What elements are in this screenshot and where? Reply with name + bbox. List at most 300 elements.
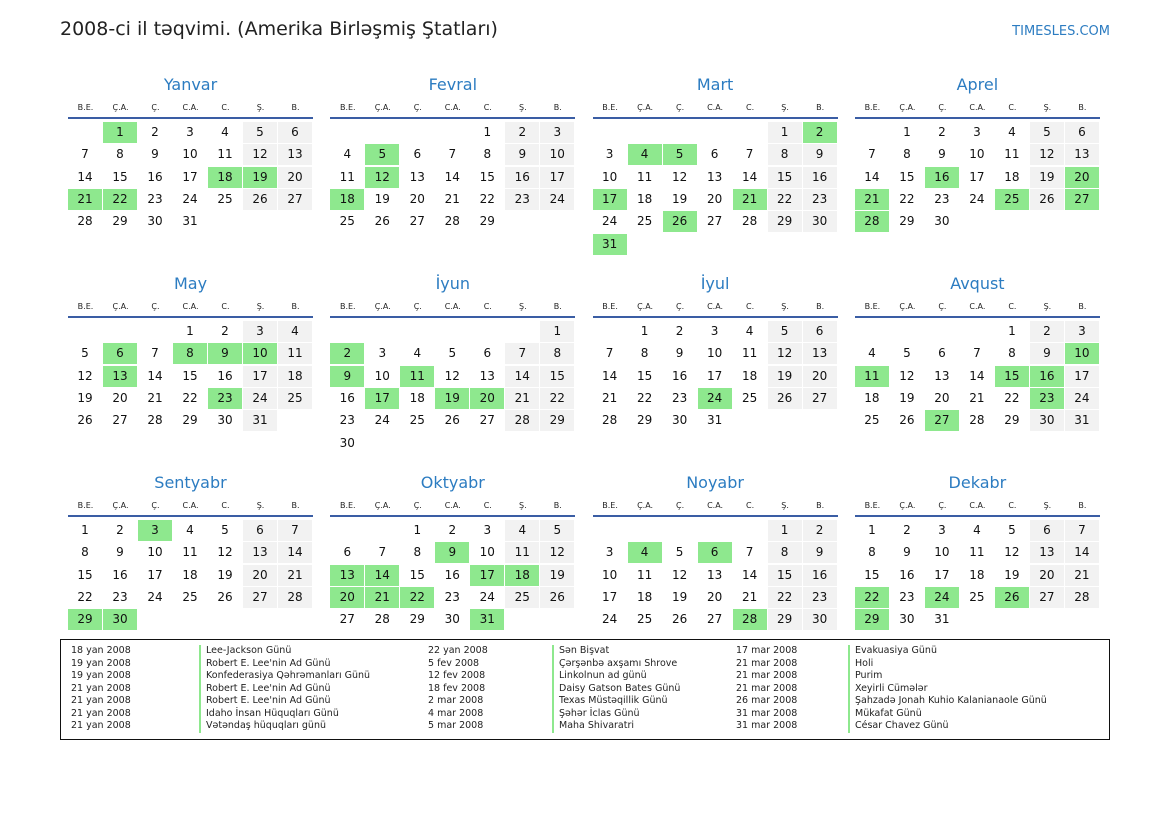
holiday-day-cell: 23 xyxy=(208,388,242,409)
day-cell: 23 xyxy=(934,191,950,206)
day-cell: 2 xyxy=(938,125,946,139)
day-cell: 20 xyxy=(706,589,723,604)
holiday-day-cell: 2 xyxy=(330,343,364,364)
day-cell: 15 xyxy=(899,169,915,184)
day-cell: 6 xyxy=(413,147,422,162)
holiday-day-cell: 5 xyxy=(365,144,399,165)
day-cell: 3 xyxy=(1065,321,1099,342)
month-block xyxy=(68,472,313,653)
day-cell: 21 xyxy=(147,390,163,405)
weekday-label: Ç. xyxy=(151,103,160,112)
day-cell: 24 xyxy=(969,191,985,206)
weekday-label: C. xyxy=(746,501,755,510)
weekday-label: C.A. xyxy=(969,302,986,311)
holiday-name: Robert E. Lee'nin Ad Günü xyxy=(206,657,331,669)
weekday-label: Ç. xyxy=(676,103,685,112)
day-cell: 30 xyxy=(671,413,688,428)
holiday-name: Çərşənbə axşamı Shrove xyxy=(559,657,678,669)
day-grid xyxy=(593,119,838,255)
day-cell: 15 xyxy=(479,169,495,184)
day-cell: 2 xyxy=(448,523,457,537)
day-cell: 1 xyxy=(768,520,802,541)
day-cell: 26 xyxy=(444,413,460,428)
weekday-label: Ş. xyxy=(781,302,789,311)
day-cell: 17 xyxy=(934,567,950,582)
weekday-label: Ç. xyxy=(413,103,422,112)
day-cell: 26 xyxy=(1030,189,1064,210)
holiday-day-cell: 4 xyxy=(628,542,662,563)
day-cell: 9 xyxy=(116,545,124,560)
day-cell: 1 xyxy=(640,324,649,338)
day-cell: 1 xyxy=(868,523,876,537)
holiday-day-cell: 3 xyxy=(138,520,172,541)
day-cell: 19 xyxy=(217,567,233,582)
day-cell: 6 xyxy=(1030,520,1064,541)
day-cell: 13 xyxy=(706,567,723,582)
day-cell: 3 xyxy=(973,125,981,139)
day-cell: 2 xyxy=(1030,321,1064,342)
month-name: May xyxy=(173,274,208,293)
holiday-day-cell: 24 xyxy=(925,587,959,608)
holiday-dates-column xyxy=(71,645,131,733)
day-cell: 23 xyxy=(339,413,355,428)
weekday-label: C.A. xyxy=(707,302,724,311)
day-cell: 31 xyxy=(1065,410,1099,431)
day-cell: 9 xyxy=(151,147,159,162)
day-cell: 7 xyxy=(448,147,457,162)
day-cell: 3 xyxy=(605,147,614,162)
weekday-label: Ş. xyxy=(781,103,789,112)
day-cell: 9 xyxy=(938,147,946,162)
month-block xyxy=(593,273,838,454)
holiday-name: Sən Bişvat xyxy=(559,645,610,656)
day-cell: 20 xyxy=(1030,565,1064,586)
month-block xyxy=(68,74,313,255)
day-cell: 16 xyxy=(339,390,355,405)
holiday-name: Şəhər İclas Günü xyxy=(559,707,640,719)
day-cell: 2 xyxy=(803,520,837,541)
day-cell: 11 xyxy=(741,346,758,361)
day-cell: 23 xyxy=(803,587,837,608)
weekday-header xyxy=(330,497,575,515)
day-cell: 9 xyxy=(675,346,684,361)
day-cell: 14 xyxy=(969,368,985,383)
holiday-day-cell: 11 xyxy=(855,366,889,387)
day-cell: 29 xyxy=(768,211,802,232)
weekday-label: Ş. xyxy=(518,103,527,112)
day-cell: 15 xyxy=(112,169,128,184)
weekday-label: B.E. xyxy=(864,302,881,311)
day-cell: 31 xyxy=(934,612,950,627)
day-cell: 17 xyxy=(147,567,163,582)
day-cell: 6 xyxy=(1065,122,1099,143)
day-cell: 10 xyxy=(601,169,618,184)
day-grid xyxy=(855,119,1100,255)
day-cell: 15 xyxy=(864,567,880,582)
month-name: Aprel xyxy=(956,75,999,94)
day-cell: 11 xyxy=(636,567,653,582)
day-cell: 17 xyxy=(182,169,198,184)
day-cell: 28 xyxy=(278,587,312,608)
day-cell: 6 xyxy=(243,520,277,541)
day-cell: 18 xyxy=(409,390,425,405)
holiday-name: Holi xyxy=(855,657,874,669)
weekday-label: B.E. xyxy=(77,501,94,510)
day-cell: 29 xyxy=(899,214,915,229)
day-cell: 7 xyxy=(505,343,539,364)
day-cell: 16 xyxy=(217,368,233,383)
holiday-dates-column xyxy=(428,645,488,733)
holiday-day-cell: 14 xyxy=(365,565,399,586)
day-cell: 13 xyxy=(243,542,277,563)
weekday-label: C. xyxy=(483,103,492,112)
day-cell: 1 xyxy=(1008,324,1016,338)
day-cell: 20 xyxy=(112,390,128,405)
day-cell: 4 xyxy=(745,324,754,338)
weekday-header xyxy=(593,497,838,515)
holiday-name: Idaho İnsan Hüquqları Günü xyxy=(206,707,339,719)
weekday-label: Ç.A. xyxy=(112,501,129,510)
day-grid xyxy=(855,318,1100,454)
day-cell: 19 xyxy=(899,390,915,405)
day-cell: 30 xyxy=(339,435,355,450)
day-cell: 18 xyxy=(969,567,985,582)
day-cell: 26 xyxy=(374,214,390,229)
month-name: Dekabr xyxy=(948,473,1007,492)
calendar-grid xyxy=(68,74,1102,634)
holiday-name: Robert E. Lee'nin Ad Günü xyxy=(206,682,331,694)
holiday-name: Robert E. Lee'nin Ad Günü xyxy=(206,695,331,706)
day-cell: 22 xyxy=(768,587,802,608)
day-cell: 30 xyxy=(1030,410,1064,431)
day-cell: 12 xyxy=(77,368,93,383)
day-cell: 20 xyxy=(706,191,723,206)
day-cell: 25 xyxy=(182,589,198,604)
weekday-label: C. xyxy=(1008,103,1017,112)
holiday-day-cell: 21 xyxy=(365,587,399,608)
day-cell: 28 xyxy=(77,214,93,229)
day-cell: 19 xyxy=(540,565,574,586)
holiday-names-column xyxy=(199,645,370,733)
day-cell: 8 xyxy=(1008,346,1016,361)
month-name: Fevral xyxy=(428,75,478,94)
day-cell: 18 xyxy=(182,567,198,582)
day-cell: 21 xyxy=(505,388,539,409)
day-cell: 3 xyxy=(378,346,387,361)
day-cell: 28 xyxy=(444,214,460,229)
day-cell: 19 xyxy=(671,589,688,604)
month-name: Yanvar xyxy=(163,75,218,94)
holiday-day-cell: 10 xyxy=(1065,343,1099,364)
holiday-day-cell: 13 xyxy=(330,565,364,586)
weekday-header xyxy=(855,298,1100,316)
weekday-label: C. xyxy=(221,103,230,112)
day-grid xyxy=(330,119,575,255)
holiday-name: César Chavez Günü xyxy=(855,720,949,731)
weekday-label: B.E. xyxy=(339,501,356,510)
day-cell: 5 xyxy=(1030,122,1064,143)
day-cell: 15 xyxy=(636,368,653,383)
day-cell: 28 xyxy=(969,413,985,428)
day-cell: 18 xyxy=(636,191,653,206)
month-name: Avqust xyxy=(950,274,1005,293)
day-cell: 24 xyxy=(374,413,390,428)
day-cell: 2 xyxy=(151,125,159,139)
day-cell: 11 xyxy=(339,169,355,184)
day-cell: 27 xyxy=(243,587,277,608)
weekday-label: Ç. xyxy=(151,501,160,510)
day-cell: 19 xyxy=(374,191,390,206)
day-cell: 9 xyxy=(903,545,911,560)
day-cell: 22 xyxy=(899,191,915,206)
weekday-label: C. xyxy=(483,302,492,311)
holiday-day-cell: 13 xyxy=(103,366,137,387)
month-name: Oktyabr xyxy=(420,473,485,492)
day-cell: 29 xyxy=(112,214,128,229)
day-cell: 17 xyxy=(706,368,723,383)
day-cell: 10 xyxy=(706,346,723,361)
holiday-day-cell: 18 xyxy=(330,189,364,210)
holiday-date: 21 mar 2008 xyxy=(736,670,798,681)
day-cell: 25 xyxy=(864,413,880,428)
day-grid xyxy=(330,318,575,454)
weekday-label: Ç.A. xyxy=(899,103,916,112)
weekday-label: Ç.A. xyxy=(899,501,916,510)
day-cell: 7 xyxy=(1065,520,1099,541)
holiday-name: Konfederasiya Qəhrəmanları Günü xyxy=(206,670,371,681)
day-cell: 28 xyxy=(505,410,539,431)
weekday-header xyxy=(330,99,575,117)
day-cell: 14 xyxy=(741,169,758,184)
page-title: 2008-ci il təqvimi. (Amerika Birləşmiş Ştatları) xyxy=(60,18,498,40)
day-cell: 6 xyxy=(278,122,312,143)
day-cell: 25 xyxy=(409,413,425,428)
holiday-date: 2 mar 2008 xyxy=(428,695,484,706)
weekday-label: Ç.A. xyxy=(637,302,654,311)
day-cell: 17 xyxy=(601,589,618,604)
day-cell: 19 xyxy=(671,191,688,206)
day-cell: 11 xyxy=(217,147,233,162)
day-cell: 27 xyxy=(706,214,723,229)
day-cell: 13 xyxy=(479,368,495,383)
day-cell: 17 xyxy=(969,169,985,184)
weekday-label: B. xyxy=(291,501,300,510)
day-grid xyxy=(855,517,1100,653)
day-grid xyxy=(68,517,313,653)
day-cell: 11 xyxy=(182,545,198,560)
day-cell: 29 xyxy=(182,413,198,428)
holiday-day-cell: 21 xyxy=(855,189,889,210)
day-cell: 8 xyxy=(116,147,124,162)
day-cell: 27 xyxy=(706,612,723,627)
day-cell: 26 xyxy=(768,388,802,409)
day-cell: 21 xyxy=(444,191,460,206)
day-cell: 22 xyxy=(636,390,653,405)
day-cell: 8 xyxy=(768,144,802,165)
day-grid xyxy=(68,318,313,454)
holiday-day-cell: 16 xyxy=(925,167,959,188)
weekday-header xyxy=(593,298,838,316)
day-cell: 30 xyxy=(803,211,837,232)
day-cell: 14 xyxy=(147,368,163,383)
day-cell: 21 xyxy=(1065,565,1099,586)
day-cell: 28 xyxy=(147,413,163,428)
day-cell: 4 xyxy=(221,125,229,139)
holiday-date: 21 yan 2008 xyxy=(71,720,131,731)
weekday-label: C. xyxy=(483,501,492,510)
day-cell: 3 xyxy=(483,523,492,537)
day-cell: 8 xyxy=(81,545,89,560)
day-grid xyxy=(330,517,575,653)
day-cell: 26 xyxy=(671,612,688,627)
holiday-day-cell: 17 xyxy=(470,565,504,586)
weekday-label: C. xyxy=(1008,302,1017,311)
day-cell: 4 xyxy=(413,346,422,361)
day-cell: 4 xyxy=(186,523,194,537)
holiday-date: 21 yan 2008 xyxy=(71,695,131,706)
day-cell: 12 xyxy=(243,144,277,165)
weekday-label: B.E. xyxy=(864,501,881,510)
day-cell: 16 xyxy=(147,169,163,184)
day-cell: 14 xyxy=(505,366,539,387)
day-cell: 20 xyxy=(243,565,277,586)
holiday-name: Purim xyxy=(855,670,883,681)
day-cell: 26 xyxy=(77,413,93,428)
holiday-day-cell: 26 xyxy=(995,587,1029,608)
holiday-day-cell: 18 xyxy=(505,565,539,586)
day-cell: 1 xyxy=(413,523,422,537)
day-cell: 18 xyxy=(864,390,880,405)
weekday-header xyxy=(68,497,313,515)
holiday-day-cell: 22 xyxy=(103,189,137,210)
weekday-label: B.E. xyxy=(602,103,618,112)
day-cell: 23 xyxy=(112,589,128,604)
weekday-label: C.A. xyxy=(182,302,199,311)
weekday-label: B. xyxy=(291,103,300,112)
day-cell: 12 xyxy=(899,368,915,383)
day-cell: 25 xyxy=(505,587,539,608)
weekday-label: B. xyxy=(553,302,562,311)
holiday-name: Xeyirli Cümələr xyxy=(855,682,928,694)
holiday-day-cell: 26 xyxy=(663,211,697,232)
day-cell: 16 xyxy=(803,167,837,188)
month-block xyxy=(330,472,575,653)
day-cell: 8 xyxy=(768,542,802,563)
day-cell: 10 xyxy=(147,545,163,560)
day-cell: 24 xyxy=(243,388,277,409)
weekday-label: B. xyxy=(816,302,825,311)
day-cell: 5 xyxy=(675,545,684,560)
weekday-label: B. xyxy=(553,501,562,510)
day-cell: 3 xyxy=(938,523,946,537)
day-cell: 26 xyxy=(899,413,915,428)
month-block xyxy=(855,273,1100,454)
day-cell: 5 xyxy=(540,520,574,541)
day-cell: 7 xyxy=(868,147,876,162)
day-cell: 21 xyxy=(969,390,985,405)
day-cell: 3 xyxy=(605,545,614,560)
day-cell: 12 xyxy=(444,368,460,383)
weekday-label: Ç. xyxy=(938,103,947,112)
holiday-day-cell: 17 xyxy=(365,388,399,409)
weekday-label: B.E. xyxy=(602,501,618,510)
day-cell: 30 xyxy=(899,612,915,627)
holiday-date: 5 mar 2008 xyxy=(428,720,484,731)
day-cell: 3 xyxy=(186,125,194,139)
month-block xyxy=(68,273,313,454)
weekday-label: C.A. xyxy=(444,302,461,311)
weekday-label: C.A. xyxy=(969,501,986,510)
day-cell: 20 xyxy=(409,191,425,206)
day-cell: 27 xyxy=(112,413,128,428)
weekday-label: B. xyxy=(1078,302,1087,311)
day-cell: 20 xyxy=(934,390,950,405)
weekday-label: Ç. xyxy=(676,501,685,510)
site-link[interactable]: TIMESLES.COM xyxy=(1012,24,1110,39)
day-cell: 2 xyxy=(903,523,911,537)
day-cell: 26 xyxy=(540,587,574,608)
day-cell: 23 xyxy=(147,191,163,206)
day-cell: 13 xyxy=(409,169,425,184)
day-cell: 19 xyxy=(1030,167,1064,188)
holiday-date: 4 mar 2008 xyxy=(428,707,484,719)
holiday-day-cell: 27 xyxy=(1065,189,1099,210)
day-cell: 24 xyxy=(147,589,163,604)
day-cell: 10 xyxy=(182,147,198,162)
day-cell: 27 xyxy=(278,189,312,210)
day-cell: 14 xyxy=(1065,542,1099,563)
holiday-name: Şahzadə Jonah Kuhio Kalanianaole Günü xyxy=(855,695,1047,706)
day-cell: 22 xyxy=(77,589,93,604)
month-name: Mart xyxy=(696,75,734,94)
day-cell: 16 xyxy=(112,567,128,582)
day-cell: 24 xyxy=(601,214,618,229)
holiday-day-cell: 23 xyxy=(1030,388,1064,409)
day-cell: 7 xyxy=(745,545,754,560)
month-block xyxy=(330,74,575,255)
holiday-day-cell: 24 xyxy=(698,388,732,409)
holiday-list xyxy=(60,639,1110,740)
month-block xyxy=(330,273,575,454)
holiday-day-cell: 6 xyxy=(103,343,137,364)
day-cell: 19 xyxy=(1004,567,1020,582)
weekday-label: B.E. xyxy=(864,103,881,112)
weekday-label: Ş. xyxy=(781,501,789,510)
day-cell: 30 xyxy=(147,214,163,229)
day-cell: 23 xyxy=(899,589,915,604)
weekday-header xyxy=(855,497,1100,515)
holiday-name: Texas Müstəqillik Günü xyxy=(559,695,668,706)
weekday-label: Ş. xyxy=(518,501,527,510)
weekday-label: B. xyxy=(1078,501,1087,510)
weekday-label: Ç.A. xyxy=(637,501,654,510)
holiday-day-cell: 21 xyxy=(733,189,767,210)
holiday-name: Linkolnun ad günü xyxy=(559,670,647,681)
day-cell: 16 xyxy=(803,565,837,586)
day-cell: 6 xyxy=(343,545,352,560)
weekday-label: Ç.A. xyxy=(374,302,391,311)
day-cell: 6 xyxy=(803,321,837,342)
holiday-day-cell: 15 xyxy=(995,366,1029,387)
holiday-date: 19 yan 2008 xyxy=(71,670,131,681)
day-cell: 26 xyxy=(217,589,233,604)
day-cell: 8 xyxy=(413,545,422,560)
day-cell: 19 xyxy=(768,366,802,387)
weekday-label: C.A. xyxy=(707,501,724,510)
weekday-label: C.A. xyxy=(182,103,199,112)
day-cell: 30 xyxy=(217,413,233,428)
day-cell: 12 xyxy=(540,542,574,563)
